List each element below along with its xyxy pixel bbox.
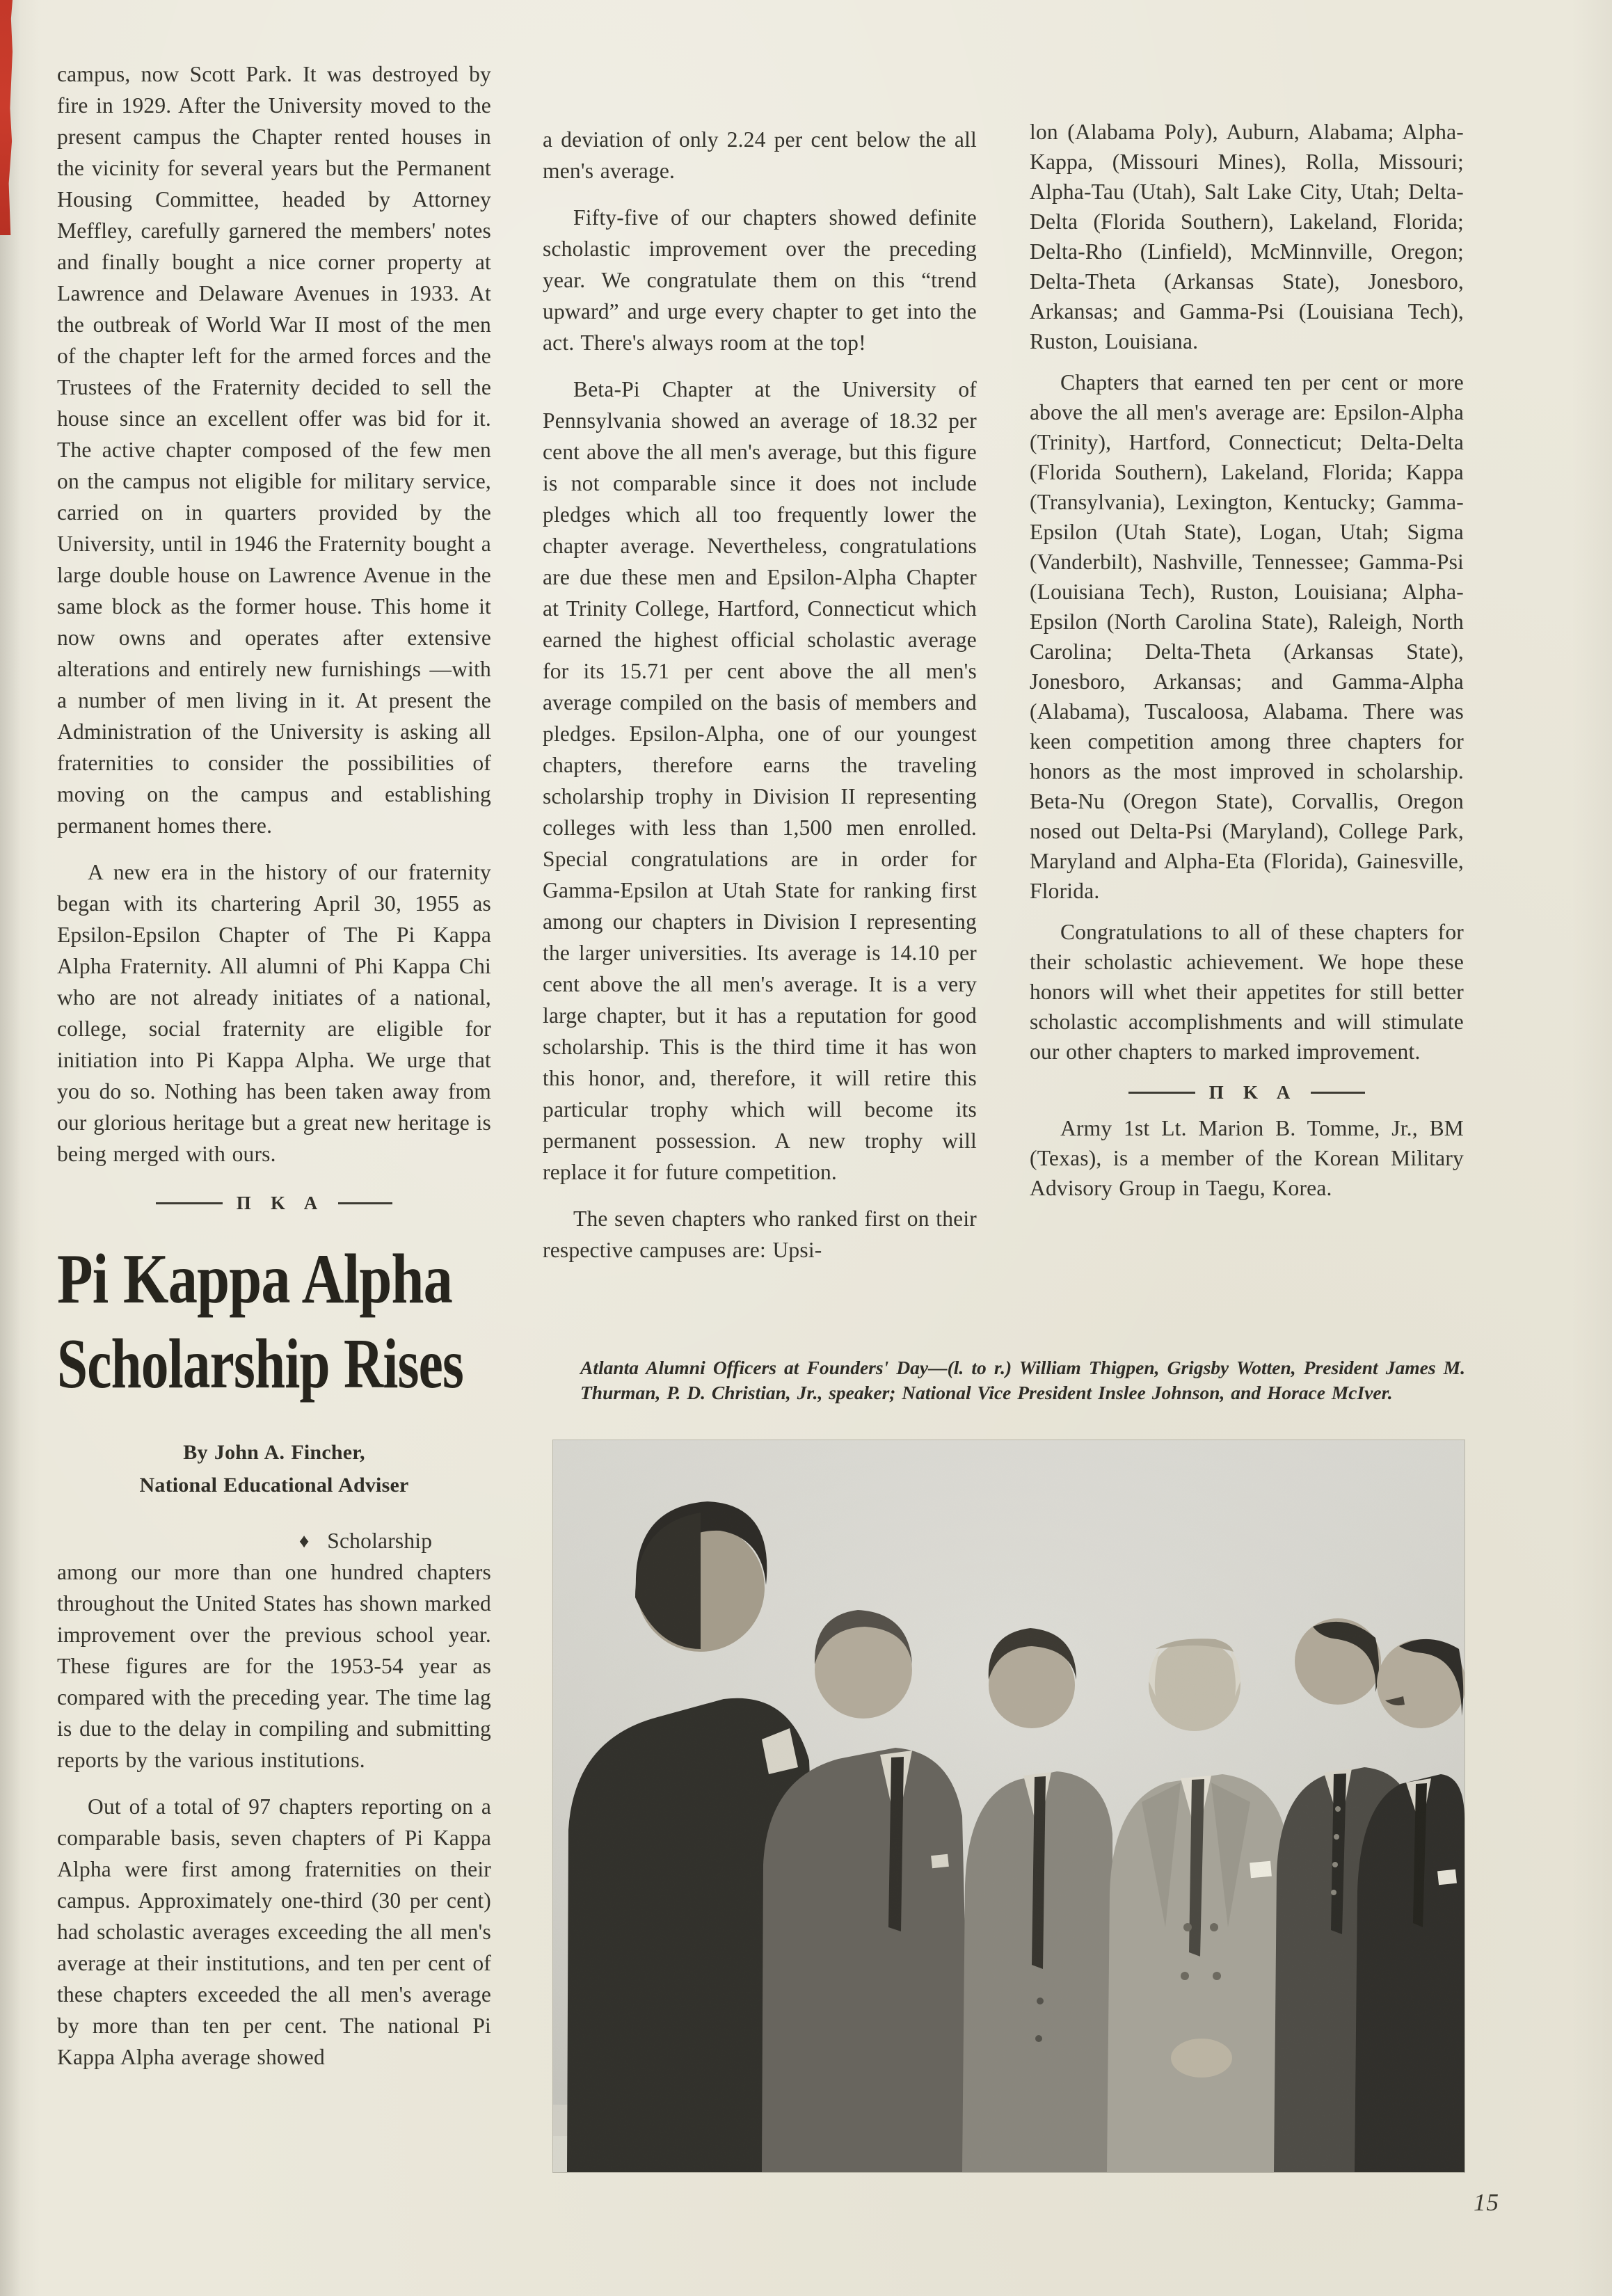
paragraph: lon (Alabama Poly), Auburn, Alabama; Alpha-Kappa, (Missouri Mines), Rolla, Missouri; Alpha-Tau (Utah), Salt Lake City, Utah; Delta-Delta (Florida Southern), Lakeland, Florida; Delta-Rho (Linfield), McMinnville, Oregon; Delta-Theta (Arkansas State), Jonesboro, Arkansas; and Gamma-Psi (Louisiana Tech), Ruston, Louisiana.	[1030, 120, 1464, 353]
paragraph: campus, now Scott Park. It was destroyed by fire in 1929. After the University moved to the present campus the Chapter rented houses in the vicinity for several years but the Permanent Housing Committee, headed by Attorney Meffley, carefully garnered the members' notes and finally bought a nice corner property at Lawrence and Delaware Avenues in 1933. At the outbreak of World War II most of the men of the chapter left for the armed forces and the Trustees of the Fraternity decided to sell the house since an excellent offer was bid for it. The active chapter composed of the few men on the campus not eligible for military service, carried on in quarters provided by the University, until in 1946 the Fraternity bought a large double house on Lawrence Avenue in the same block as the former house. This home it now owns and operates after extensive alterations and entirely new furnishings —with a number of men living in it. At present the Administration of the University is asking all fraternities to consider the possibilities of moving on the campus and establishing permanent homes there.	[57, 62, 491, 838]
paragraph-text: Scholarship among our more than one hundred chapters throughout the United States has shown marked improvement over the previous school year. These figures are for the 1953-54 year as compared with the preceding year. The time lag is due to the delay in compiling and submitting reports by the various institutions.	[57, 1529, 491, 1772]
divider-line	[1128, 1092, 1195, 1094]
founders-day-photo-art	[553, 1440, 1465, 2172]
pika-divider	[1058, 1078, 1436, 1108]
byline-role: National Educational Adviser	[139, 1474, 409, 1497]
paragraph: Out of a total of 97 chapters reporting on a comparable basis, seven chapters of Pi Kappa Alpha were first among fraternities on their campus. Approximately one-third (30 per cent) had scholastic averages exceeding the all men's average at their institutions, and ten per cent of these chapters exceeded the all men's average by more than ten per cent. The national Pi Kappa Alpha average showed	[57, 1794, 491, 2069]
article-headline	[57, 1237, 491, 1407]
founders-day-photo	[553, 1440, 1465, 2172]
divider-line	[156, 1202, 223, 1204]
photo-caption: Atlanta Alumni Officers at Founders' Day—(l. to r.) William Thigpen, Grigsby Wotten, President James M. Thurman, P. D. Christian, Jr., speaker; National Vice President Inslee Johnson, and Horace McIver.	[580, 1357, 1465, 1403]
column-2	[543, 124, 977, 1266]
divider-line	[338, 1202, 392, 1204]
page-number: 15	[1474, 2189, 1499, 2216]
pika-divider-label: Π K A	[236, 1193, 325, 1213]
column-3	[1030, 117, 1464, 1203]
paragraph: A new era in the history of our fraternity began with its chartering April 30, 1955 as Epsilon-Epsilon Chapter of The Pi Kappa Alpha Fraternity. All alumni of Phi Kappa Chi who are not already initiates of a national, college, social fraternity are eligible for initiation into Pi Kappa Alpha. We urge that you do so. Nothing has been taken away from our glorious heritage but a great new heritage is being merged with ours.	[57, 860, 491, 1166]
article-title-line-2: Scholarship Rises	[57, 1325, 463, 1403]
pika-divider	[85, 1188, 463, 1219]
byline	[57, 1436, 491, 1501]
paragraph: a deviation of only 2.24 per cent below the all men's average.	[543, 127, 977, 183]
paragraph: Congratulations to all of these chapters for their scholastic achievement. We hope these honors will whet their appetites for still better scholastic accomplishments and will stimulate our other chapters to marked improvement.	[1030, 920, 1464, 1064]
paragraph: Chapters that earned ten per cent or more above the all men's average are: Epsilon-Alpha (Trinity), Hartford, Connecticut; Delta-Delta (Florida Southern), Lakeland, Florida; Kappa (Transylvania), Lexington, Kentucky; Gamma-Epsilon (Utah State), Logan, Utah; Sigma (Vanderbilt), Nashville, Tennessee; Gamma-Psi (Louisiana Tech), Ruston, Louisiana; Alpha-Epsilon (North Carolina State), Raleigh, North Carolina; Delta-Theta (Arkansas State), Jonesboro, Arkansas; and Gamma-Alpha (Alabama), Tuscaloosa, Alabama. There was keen competition among three chapters for honors as the most improved in scholarship. Beta-Nu (Oregon State), Corvallis, Oregon nosed out Delta-Psi (Maryland), College Park, Maryland and Alpha-Eta (Florida), Gainesville, Florida.	[1030, 370, 1464, 903]
paragraph: The seven chapters who ranked first on their respective campuses are: Upsi-	[543, 1206, 977, 1262]
paragraph: Fifty-five of our chapters showed definite scholastic improvement over the preceding year. We congratulate them on this “trend upward” and urge every chapter to get into the act. There's always room at the top!	[543, 205, 977, 355]
paragraph: Beta-Pi Chapter at the University of Pennsylvania showed an average of 18.32 per cent above the all men's average, but this figure is not comparable since it does not include pledges which all too frequently lower the chapter average. Nevertheless, congratulations are due these men and Epsilon-Alpha Chapter at Trinity College, Hartford, Connecticut which earned the highest official scholastic average for its 15.71 per cent above the all men's average compiled on the basis of members and pledges. Epsilon-Alpha, one of our youngest chapters, therefore earns the traveling scholarship trophy in Division II representing colleges with less than 1,500 men enrolled. Special congratulations are in order for Gamma-Epsilon at Utah State for ranking first among our chapters in Division I representing the larger universities. Its average is 14.10 per cent above the all men's average. It is a very large chapter, but it has a reputation for good scholarship. This is the third time it has won this honor, and, therefore, it will retire this particular trophy which will become its permanent possession. A new trophy will replace it for future competition.	[543, 377, 977, 1184]
paragraph: Army 1st Lt. Marion B. Tomme, Jr., BM (Texas), is a member of the Korean Military Advisory Group in Taegu, Korea.	[1030, 1116, 1464, 1200]
pika-divider-label: Π K A	[1208, 1082, 1298, 1103]
byline-author: By John A. Fincher,	[183, 1441, 365, 1464]
article-title-line-1: Pi Kappa Alpha	[57, 1240, 452, 1318]
divider-line	[1311, 1092, 1365, 1094]
paragraph-lead	[57, 1525, 491, 1776]
diamond-bullet-icon: ♦	[298, 1529, 310, 1552]
column-1	[57, 58, 491, 2073]
red-edge-mark	[0, 0, 13, 235]
